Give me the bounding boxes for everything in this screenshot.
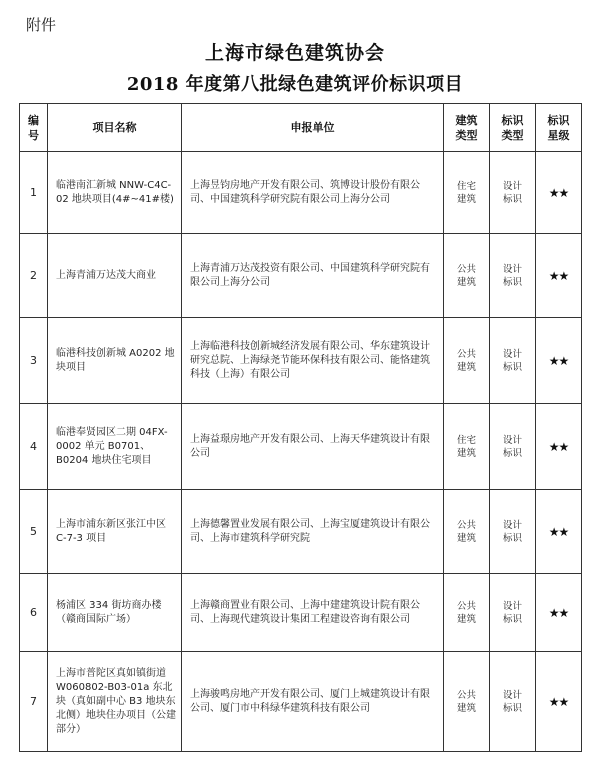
star-rating: ★★ (536, 152, 582, 234)
table-row (20, 234, 582, 318)
label-type: 设计 标识 (490, 652, 536, 752)
star-rating: ★★ (536, 490, 582, 574)
star-rating: ★★ (536, 234, 582, 318)
label-type: 设计 标识 (490, 404, 536, 490)
row-number: 1 (20, 152, 48, 234)
building-type: 公共 建筑 (444, 234, 490, 318)
header-label-type: 标识 类型 (490, 104, 536, 152)
building-type: 住宅 建筑 (444, 152, 490, 234)
document-title-line1: 上海市绿色建筑协会 (204, 42, 385, 64)
label-type: 设计 标识 (490, 234, 536, 318)
header-label-star: 标识 星级 (536, 104, 582, 152)
building-type: 公共 建筑 (444, 652, 490, 752)
header-building-type: 建筑 类型 (444, 104, 490, 152)
building-type: 公共 建筑 (444, 574, 490, 652)
applicant-unit: 上海德馨置业发展有限公司、上海宝厦建筑设计有限公司、上海市建筑科学研究院 (182, 490, 444, 574)
applicant-unit: 上海青浦万达茂投资有限公司、中国建筑科学研究院有限公司上海分公司 (182, 234, 444, 318)
row-number: 6 (20, 574, 48, 652)
header-no: 编 号 (20, 104, 48, 152)
applicant-unit: 上海益璟房地产开发有限公司、上海天华建筑设计有限公司 (182, 404, 444, 490)
table-row (20, 574, 582, 652)
applicant-unit: 上海赣商置业有限公司、上海中建建筑设计院有限公司、上海现代建筑设计集团工程建设咨询有限公司 (182, 574, 444, 652)
label-type: 设计 标识 (490, 152, 536, 234)
project-name: 上海市普陀区真如镇街道 W060802-B03-01a 东北块（真如副中心 B3 地块东北侧）地块住办项目（公建部分） (48, 652, 182, 752)
building-type: 住宅 建筑 (444, 404, 490, 490)
table-row (20, 652, 582, 752)
project-name: 临港奉贤园区二期 04FX-0002 单元 B0701、B0204 地块住宅项目 (48, 404, 182, 490)
star-rating: ★★ (536, 652, 582, 752)
table-header-row (20, 104, 582, 152)
row-number: 3 (20, 318, 48, 404)
project-name: 上海市浦东新区张江中区 C-7-3 项目 (48, 490, 182, 574)
star-rating: ★★ (536, 574, 582, 652)
header-project-name: 项目名称 (48, 104, 182, 152)
applicant-unit: 上海骏鸣房地产开发有限公司、厦门上城建筑设计有限公司、厦门市中科绿华建筑科技有限公司 (182, 652, 444, 752)
header-applicant-unit: 申报单位 (182, 104, 444, 152)
row-number: 4 (20, 404, 48, 490)
row-number: 7 (20, 652, 48, 752)
attachment-label: 附件 (26, 16, 57, 34)
project-table (19, 103, 582, 752)
table-row (20, 404, 582, 490)
label-type: 设计 标识 (490, 490, 536, 574)
document-title-line2: 2018 年度第八批绿色建筑评价标识项目 (126, 74, 464, 95)
project-name: 上海青浦万达茂大商业 (48, 234, 182, 318)
project-name: 临港科技创新城 A0202 地块项目 (48, 318, 182, 404)
star-rating: ★★ (536, 318, 582, 404)
building-type: 公共 建筑 (444, 490, 490, 574)
label-type: 设计 标识 (490, 574, 536, 652)
row-number: 5 (20, 490, 48, 574)
table-row (20, 490, 582, 574)
project-name: 临港南汇新城 NNW-C4C-02 地块项目(4#~41#楼) (48, 152, 182, 234)
applicant-unit: 上海昱钧房地产开发有限公司、筑博设计股份有限公司、中国建筑科学研究院有限公司上海分公司 (182, 152, 444, 234)
row-number: 2 (20, 234, 48, 318)
building-type: 公共 建筑 (444, 318, 490, 404)
project-name: 杨浦区 334 街坊商办楼（赣商国际广场） (48, 574, 182, 652)
applicant-unit: 上海临港科技创新城经济发展有限公司、华东建筑设计研究总院、上海绿尧节能环保科技有限公司、能恪建筑科技（上海）有限公司 (182, 318, 444, 404)
table-row (20, 152, 582, 234)
label-type: 设计 标识 (490, 318, 536, 404)
star-rating: ★★ (536, 404, 582, 490)
table-row (20, 318, 582, 404)
